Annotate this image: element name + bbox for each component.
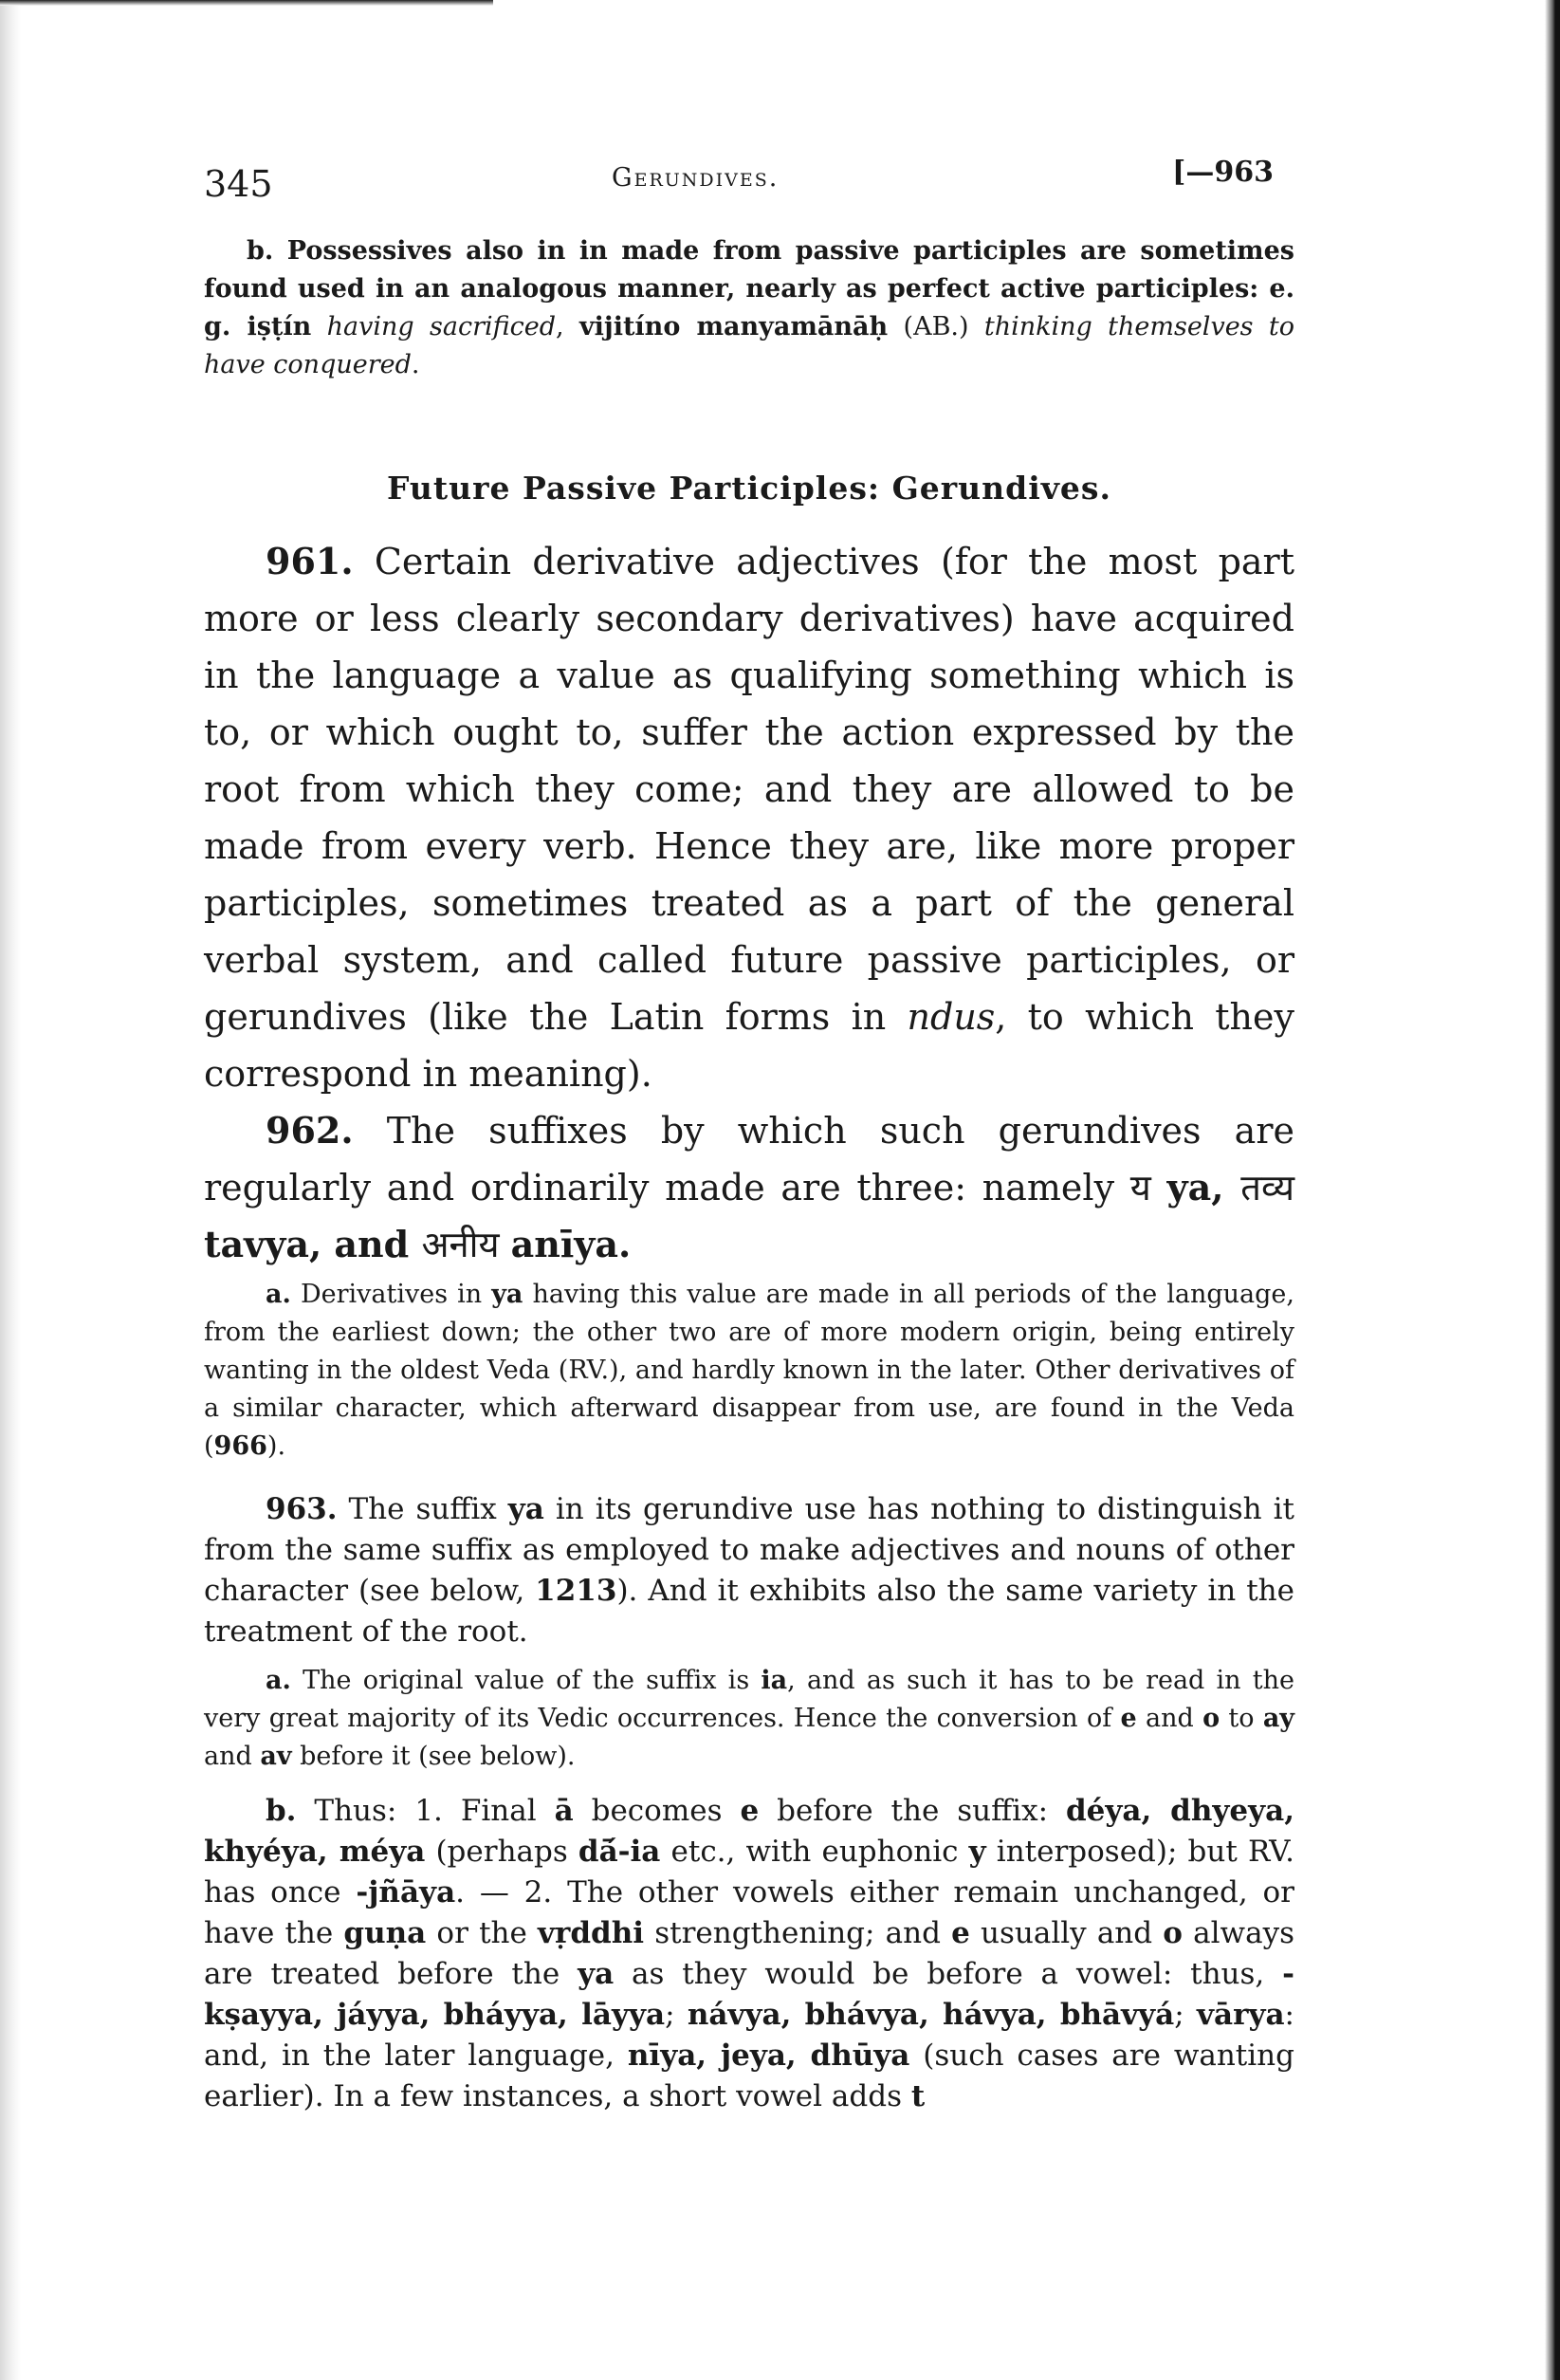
sanskrit-term: e <box>740 1794 760 1828</box>
sanskrit-term: ya <box>578 1957 615 1991</box>
cross-reference: 966 <box>213 1431 267 1461</box>
sanskrit-term: ay <box>1262 1704 1294 1733</box>
english-gloss: having sacrificed <box>311 312 557 341</box>
page-number: 345 <box>204 163 273 205</box>
running-head <box>204 152 1285 218</box>
paragraph-961 <box>204 533 1294 1102</box>
sanskrit-term: vṛddhi <box>538 1916 645 1950</box>
paragraph-text: b. Thus: 1. Final ā becomes e before the suffix: déya, dhyeya, khyéya, méya (perhaps dā́-ia etc., with euphonic y interposed); but RV. has once -jñāya. — 2. The other vowels either remain unchanged, or have the guṇa or the vṛddhi strengthening; and e usually and o always are treated before the ya as they would be before a vowel: thus, -kṣayya, jáyya, bháyya, lāyya; návya, bhávya, hávya, bhāvyá; vārya: and, in the later language, nīya, jeya, dhūya (such cases are wanting earlier). In a few instances, a short vowel adds t <box>204 1794 1295 2113</box>
cross-reference: 1213 <box>535 1574 617 1608</box>
paragraph-962 <box>204 1102 1294 1273</box>
sanskrit-term: ya <box>507 1492 544 1526</box>
sanskrit-term: vijitíno manyamānāḥ <box>578 312 889 341</box>
sanskrit-term: nīya, jeya, dhūya <box>627 2039 910 2073</box>
paragraph-963a <box>204 1662 1294 1776</box>
running-title: Gerundives. <box>612 163 780 193</box>
sanskrit-term: déya, dhyeya, khyéya, méya <box>204 1794 1294 1869</box>
devanagari-suffix: य <box>1129 1167 1151 1208</box>
paragraph-text: 961. Certain derivative adjectives (for the most part more or less clearly secondary derivatives) have acquired in the language a value as qualifying something which is to, or which ought to, suffer the action expressed by the root from which they come; and they are allowed to be made from every verb. Hence they are, like more proper participles, sometimes treated as a part of the general verbal system, and called future passive participles, or gerundives (like the Latin forms in ndus, to which they correspond in meaning). <box>204 540 1294 1095</box>
sanskrit-term: návya, bhávya, hávya, bhāvyá <box>687 1998 1175 2032</box>
devanagari-suffix: अनीय <box>421 1224 500 1265</box>
paragraph-number: 961. <box>266 540 354 582</box>
devanagari-suffix: तव्य <box>1240 1167 1294 1208</box>
sanskrit-term: ya <box>1166 1166 1212 1208</box>
sanskrit-term: -jñāya <box>356 1875 456 1910</box>
paragraph-963b <box>204 1791 1294 2117</box>
sanskrit-term: y <box>968 1835 986 1869</box>
sanskrit-term: guṇa <box>343 1916 427 1950</box>
sanskrit-term: -kṣayya, jáyya, bháyya, lāyya <box>204 1957 1295 2032</box>
sanskrit-term: av <box>260 1742 292 1771</box>
section-reference: [—963 <box>1172 156 1274 189</box>
paragraph-b-possessives <box>204 232 1294 384</box>
paragraph-text: 963. The suffix ya in its gerundive use has nothing to distinguish it from the same suffix as employed to make adjectives and nouns of other character (see below, 1213). And it exhibits also the same variety in the treatment of the root. <box>204 1492 1294 1649</box>
paragraph-number: 963. <box>266 1492 338 1526</box>
paragraph-text: a. Derivatives in ya having this value are made in all periods of the language, from the earliest down; the other two are of more modern origin, being entirely wanting in the oldest Veda (RV.), and hardly known in the later. Other derivatives of a similar character, which afterward disappear from use, are found in the Veda (966). <box>204 1280 1294 1461</box>
paragraph-label: a. <box>266 1666 291 1695</box>
sanskrit-term: o <box>1202 1704 1220 1733</box>
sanskrit-term: ya <box>491 1280 523 1309</box>
sanskrit-term: dā́-ia <box>578 1835 661 1869</box>
paragraph-label: a. <box>266 1280 291 1309</box>
paragraph-962a <box>204 1276 1294 1466</box>
paragraph-text: b. Possessives also in in made from passive participles are sometimes found used in an analogous manner, nearly as perfect active participles: e. g. iṣṭín having sacrificed, vijitíno manyamānāḥ (AB.) thinking themselves to have conquered. <box>204 236 1295 379</box>
latin-term: ndus <box>907 996 996 1038</box>
sanskrit-term: e <box>951 1916 970 1950</box>
sanskrit-term: e <box>1120 1704 1137 1733</box>
sanskrit-term: in <box>578 236 608 266</box>
paragraph-number: 962. <box>266 1109 354 1152</box>
paragraph-label: b. <box>266 1794 297 1828</box>
sanskrit-term: tavya <box>204 1223 309 1265</box>
paragraph-963 <box>204 1489 1294 1652</box>
sanskrit-term: anīya <box>510 1223 618 1265</box>
section-heading: Future Passive Participles: Gerundives. <box>387 470 1111 507</box>
english-gloss: thinking themselves to have conquered <box>204 312 1294 379</box>
sanskrit-term: vārya <box>1197 1998 1285 2032</box>
paragraph-label: b. <box>247 236 274 266</box>
paragraph-text: a. The original value of the suffix is ia, and as such it has to be read in the very great majority of its Vedic occurrences. Hence the conversion of e and o to ay and av before it (see below). <box>204 1666 1294 1771</box>
sanskrit-term: ā <box>554 1794 574 1828</box>
sanskrit-term: o <box>1163 1916 1183 1950</box>
sanskrit-term: ia <box>761 1666 788 1695</box>
sanskrit-term: t <box>910 2079 926 2113</box>
sanskrit-term: iṣṭín <box>247 312 312 341</box>
paragraph-text: 962. The suffixes by which such gerundives are regularly and ordinarily made are three: namely य ya, तव्य tavya, and अनीय anīya. <box>204 1109 1294 1265</box>
